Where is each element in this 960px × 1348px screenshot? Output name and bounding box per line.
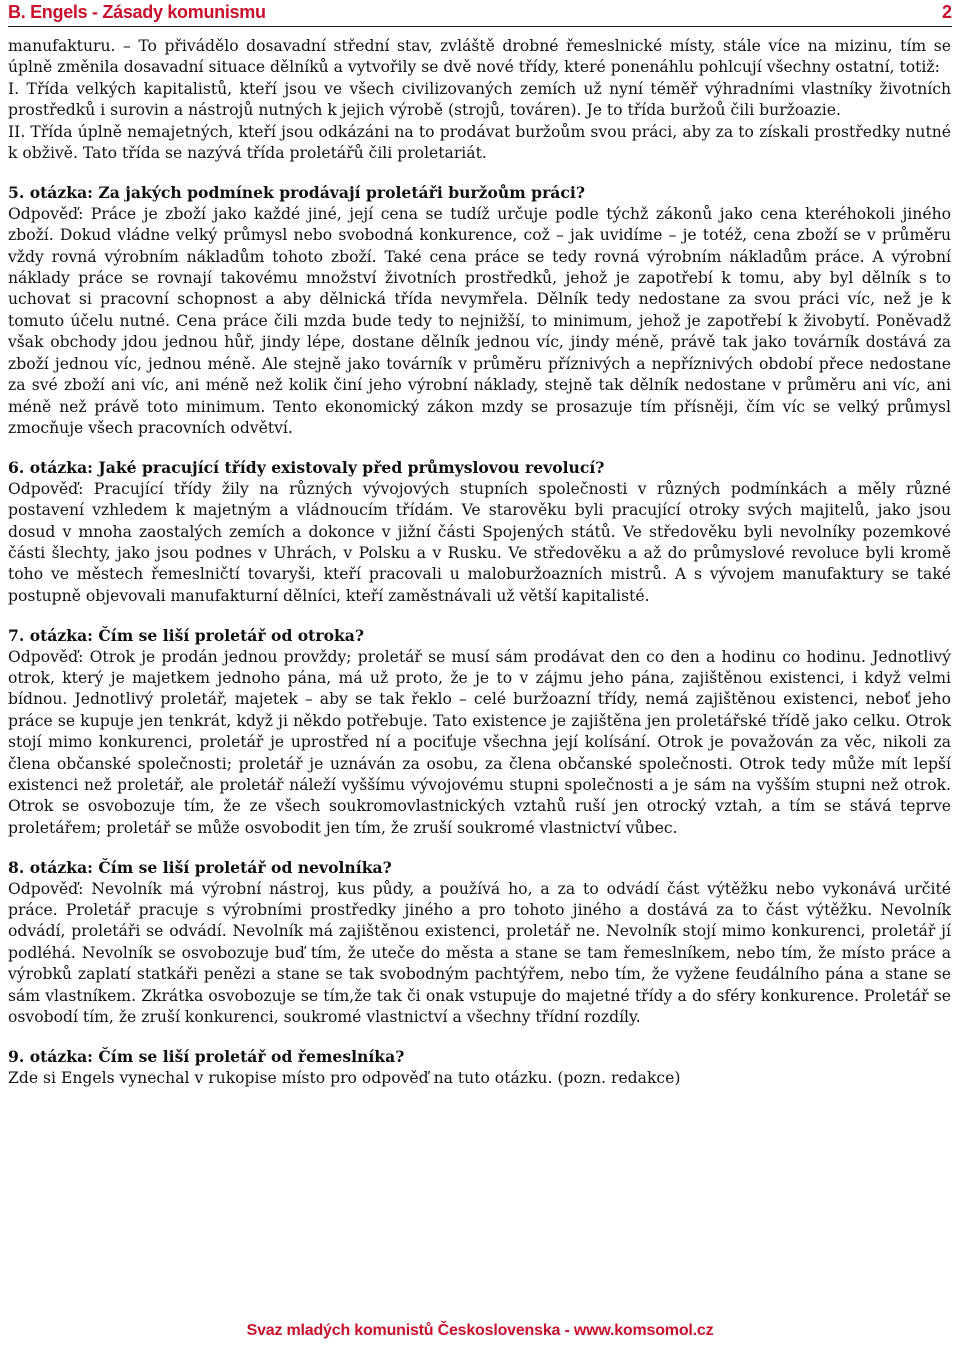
spacer xyxy=(8,607,951,625)
question-heading: 8. otázka: Čím se liší proletář od nevolníka? xyxy=(8,858,392,878)
answer-paragraph: Odpověď: Pracující třídy žily na různých vývojových stupních společnosti v různých podmínkách a měly různé postavení vzhledem k majetným a vládnoucím třídám. Ve starověku byli pracující otroky svých majitelů, jako jsou dosud v mnoha zaostalých zemích a dokonce v jižní části Spojených států. Ve středověku byli nevolníky pozemkové části šlechty, jako jsou podnes v Uhrách, v Polsku a v Rusku. Ve středověku a až do průmyslové revoluce byli kromě toho ve městech řemeslničtí tovaryši, kteří pracovali u maloburžoazních mistrů. A s vývojem manufaktury se také postupně objevovali manufakturní dělníci, kteří zaměstnávali už větší kapitalisté. xyxy=(8,479,951,605)
question-heading: 6. otázka: Jaké pracující třídy existovaly před průmyslovou revolucí? xyxy=(8,458,605,478)
class-one-paragraph: I. Třída velkých kapitalistů, kteří jsou ve všech civilizovaných zemích už nyní téměř výhradními vlastníky životních prostředků i surovin a nástrojů nutných k jejich výrobě (strojů, továren). Je to třída buržoů čili buržoazie. xyxy=(8,79,951,120)
question-heading: 9. otázka: Čím se liší proletář od řemeslníka? xyxy=(8,1047,405,1067)
answer-paragraph: Odpověď: Práce je zboží jako každé jiné, její cena se tudíž určuje podle týchž zákonů jako cena kteréhokoli jiného zboží. Dokud vládne velký průmysl nebo svobodná konkurence, což – jak uvidíme – je totéž, cena zboží se v průměru vždy rovná výrobním nákladům tohoto zboží. Také cena práce se tedy rovná výrobním nákladům práce. A výrobní náklady práce se rovnají takovému množství životních prostředků, jehož je zapotřebí k tomu, aby byl dělník s to uchovat si pracovní schopnost a aby dělnická třída nevymřela. Dělník tedy nedostane za svou práci víc, než je k tomuto účelu nutné. Cena práce čili mzda bude tedy to nejnižší, to minimum, jehož je zapotřebí k živobytí. Poněvadž však obchody jdou jednou hůř, jindy lépe, dostane dělník jednou víc, jindy méně, právě tak jako továrník dostává za zboží jednou víc, jednou méně. Ale stejně jako továrník v průměru příznivých a nepříznivých období přece nedostane za své zboží ani víc, ani méně než kolik činí jeho výrobní náklady, stejně tak dělník nedostane v průměru ani víc, ani méně než právě toto minimum. Tento ekonomický zákon mzdy se prosazuje tím přísněji, čím víc se velký průmysl zmocňuje všech pracovních odvětví. xyxy=(8,204,951,437)
question-heading: 5. otázka: Za jakých podmínek prodávají proletáři buržoům práci? xyxy=(8,183,585,203)
spacer xyxy=(8,439,951,457)
document-body xyxy=(8,36,951,1089)
spacer xyxy=(8,839,951,857)
page-number: 2 xyxy=(941,2,952,22)
page-footer: Svaz mladých komunistů Československa - www.komsomol.cz xyxy=(246,1322,714,1339)
answer-paragraph: Odpověď: Otrok je prodán jednou provždy; proletář se musí sám prodávat den co den a hodinu co hodinu. Jednotlivý otrok, který je majetkem jednoho pána, má už proto, že je to v zájmu jeho pána, zajištěnou existenci, i když velmi bídnou. Jednotlivý proletář, majetek – aby se tak řeklo – celé buržoazní třídy, nemá zajištěnou existenci, neboť jeho práce se kupuje jen tenkrát, když ji někdo potřebuje. Tato existence je zajištěna jen proletářské třídě jako celku. Otrok stojí mimo konkurenci, proletář je uprostřed ní a pociťuje všechna její kolísání. Otrok je považován za věc, nikoli za člena občanské společnosti; proletář je uznáván za osobu, za člena občanské společnosti. Otrok tedy může mít lepší existenci než proletář, ale proletář náleží vyššímu vývojovému stupni společnosti a je sám na vyšším stupni než otrok. Otrok se osvobozuje tím, že ze všech soukromovlastnických vztahů ruší jen otrocký vztah, a tím se stává teprve proletářem; proletář se může osvobodit jen tím, že zruší soukromé vlastnictví vůbec. xyxy=(8,647,951,837)
answer-paragraph: Odpověď: Nevolník má výrobní nástroj, kus půdy, a používá ho, a za to odvádí část výtěžku nebo vykonává určité práce. Proletář pracuje s výrobními prostředky jiného a pro tohoto jiného a dostává za to část výtěžku. Nevolník odvádí, proletáři se odvádí. Nevolník má zajištěnou existenci, proletář ne. Nevolník stojí mimo konkurenci, proletář jí podléhá. Nevolník se osvobozuje buď tím, že uteče do města a stane se tam řemeslníkem, nebo tím, že místo práce a výrobků zaplatí statkáři penězi a stane se tak svobodným pachtýřem, nebo tím, že vyžene feudálního pána a stane se sám vlastníkem. Zkrátka osvobozuje se tím,že tak či onak vstupuje do majetné třídy a do sféry konkurence. Proletář se osvobodí tím, že zruší konkurenci, soukromé vlastnictví a všechny třídní rozdíly. xyxy=(8,879,951,1027)
question-heading: 7. otázka: Čím se liší proletář od otroka? xyxy=(8,626,365,646)
spacer xyxy=(8,164,951,182)
spacer xyxy=(8,1028,951,1046)
document-title: B. Engels - Zásady komunismu xyxy=(8,2,266,22)
class-two-paragraph: II. Třída úplně nemajetných, kteří jsou odkázáni na to prodávat buržoům svou práci, aby za to získali prostředky nutné k obživě. Tato třída se nazývá třída proletářů čili proletariát. xyxy=(8,122,951,163)
intro-paragraph: manufakturu. – To přivádělo dosavadní střední stav, zvláště drobné řemeslnické místy, stále více na mizinu, tím se úplně změnila dosavadní situace dělníků a vytvořily se dvě nové třídy, které ponenáhlu pohlcují všechny ostatní, totiž: xyxy=(8,37,951,77)
answer-paragraph: Zde si Engels vynechal v rukopise místo pro odpověď na tuto otázku. (pozn. redakce) xyxy=(8,1068,681,1087)
page-header xyxy=(8,2,952,27)
